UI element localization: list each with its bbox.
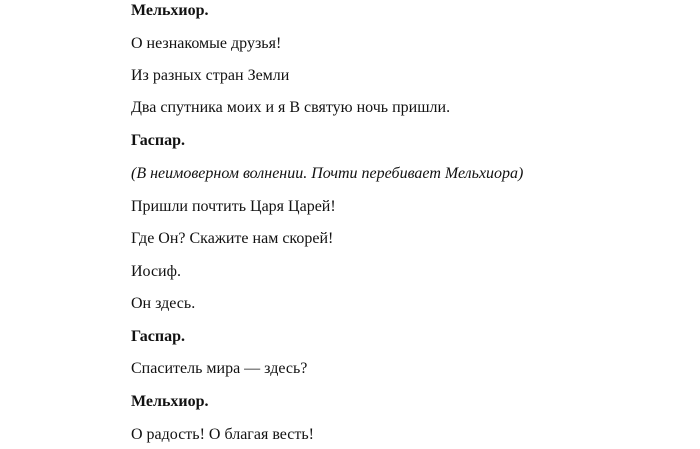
verse-line: Где Он? Скажите нам скорей!	[131, 230, 334, 247]
verse-line: Пришли почтить Царя Царей!	[131, 198, 336, 215]
verse-line: Спаситель мира — здесь?	[131, 360, 308, 377]
verse-line: О незнакомые друзья!	[131, 35, 282, 52]
verse-line: Он здесь.	[131, 295, 196, 312]
verse-line: Из разных стран Земли	[131, 67, 290, 84]
verse-line: Два спутника моих и я В святую ночь пришли.	[131, 99, 451, 116]
stage-direction: (В неимоверном волнении. Почти перебивает Мельхиора)	[131, 165, 524, 182]
speaker-name: Мельхиор.	[131, 393, 209, 410]
speaker-name: Иосиф.	[131, 263, 181, 280]
speaker-name: Гаспар.	[131, 132, 185, 149]
speaker-name: Гаспар.	[131, 328, 185, 345]
speaker-name: Мельхиор.	[131, 2, 209, 19]
verse-line: О радость! О благая весть!	[131, 426, 314, 443]
